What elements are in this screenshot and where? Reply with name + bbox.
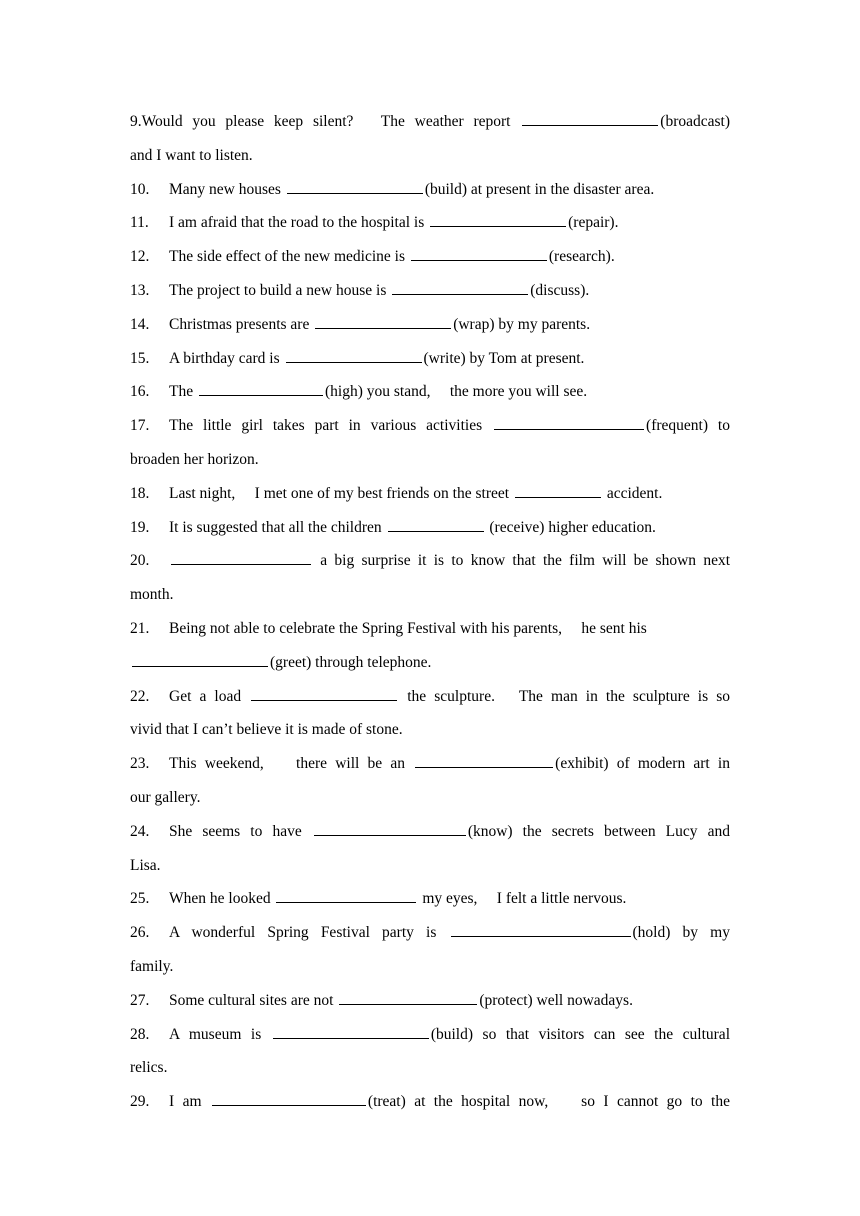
item-text: Being not able to celebrate the Spring Festival with his parents, he sent his [169,619,647,637]
item-text: accident. [602,484,663,502]
answer-blank[interactable] [515,496,601,498]
exercise-line [130,815,730,849]
exercise-continuation [130,578,730,612]
answer-blank[interactable] [339,1003,477,1005]
item-number: 22. [130,687,150,705]
item-text: a big surprise it is to know that the film will be shown next [313,552,730,570]
item-text: Many new houses [169,180,285,198]
answer-blank[interactable] [273,1037,429,1039]
item-number: 18. [130,484,150,502]
item-text: (build) so that visitors can see the cultural [430,1025,730,1043]
item-text: (wrap) by my parents. [453,315,591,333]
item-text: our gallery. [130,788,201,806]
item-text: vivid that I can’t believe it is made of stone. [130,721,403,739]
exercise-line [130,342,730,376]
exercise-line [130,916,730,950]
exercise-continuation [130,849,730,883]
exercise-line [130,984,730,1018]
item-text: my eyes, I felt a little nervous. [418,890,627,908]
exercise-continuation [130,713,730,747]
answer-blank[interactable] [276,901,416,903]
exercise-line [130,274,730,308]
item-text: The side effect of the new medicine is [169,248,409,266]
item-text: I am afraid that the road to the hospital is [169,214,429,232]
item-number: 25. [130,890,150,908]
exercise-line [130,240,730,274]
exercise-continuation [130,139,730,173]
answer-blank[interactable] [392,293,528,295]
item-text: A museum is [169,1025,271,1043]
item-number: 15. [130,349,150,367]
item-text: family. [130,957,174,975]
answer-blank[interactable] [430,225,566,227]
exercise-continuation [130,781,730,815]
item-number: 29. [130,1093,150,1111]
item-text: month. [130,586,174,604]
exercise-list [130,105,730,1119]
item-text: (research). [548,248,615,266]
item-number: 20. [130,552,150,570]
item-text: The little girl takes part in various activities [169,417,493,435]
item-text: This weekend, there will be an [169,755,414,773]
item-number: 12. [130,248,150,266]
item-text: (high) you stand, the more you will see. [324,383,588,401]
exercise-line [130,1018,730,1052]
answer-blank[interactable] [287,192,423,194]
item-number: 21. [130,619,150,637]
item-text: A birthday card is [169,349,284,367]
exercise-continuation [130,950,730,984]
exercise-line [130,375,730,409]
answer-blank[interactable] [388,530,484,532]
item-text: It is suggested that all the children [169,518,386,536]
item-text: broaden her horizon. [130,450,259,468]
item-text: the sculpture. The man in the sculpture is so [399,687,730,705]
exercise-line [130,544,730,578]
answer-blank[interactable] [415,766,553,768]
item-text: Get a load [169,687,250,705]
exercise-line [130,680,730,714]
item-text: Would you please keep silent? The weather report [141,113,521,130]
item-text: She seems to have [169,822,312,840]
answer-blank[interactable] [494,428,644,430]
answer-blank[interactable] [411,259,547,261]
exercise-line [130,206,730,240]
answer-blank[interactable] [315,327,451,329]
exercise-line [130,882,730,916]
exercise-line [130,409,730,443]
item-text: Lisa. [130,856,161,874]
exercise-line [130,612,730,646]
item-text: Last night, I met one of my best friends on the street [169,484,513,502]
answer-blank[interactable] [451,935,631,937]
item-number: 10. [130,180,150,198]
exercise-line [130,477,730,511]
answer-blank[interactable] [522,124,658,126]
item-number: 17. [130,417,150,435]
item-text: (frequent) to [646,417,730,435]
item-number: 13. [130,281,150,299]
item-number: 26. [130,924,150,942]
item-text: Christmas presents are [169,315,314,333]
answer-blank[interactable] [286,361,422,363]
exercise-line [130,1085,730,1119]
item-number: 14. [130,315,150,333]
item-text: A wonderful Spring Festival party is [169,924,449,942]
item-text: I am [169,1093,210,1111]
item-text: (exhibit) of modern art in [555,755,730,773]
item-text: (treat) at the hospital now, so I cannot go to the [367,1093,730,1111]
item-number: 27. [130,991,150,1009]
item-text: (broadcast) [660,113,730,130]
item-text: (receive) higher education. [485,518,656,536]
item-text: The project to build a new house is [169,281,391,299]
item-text: (know) the secrets between Lucy and [467,822,730,840]
item-number: 24. [130,822,150,840]
exercise-line [130,173,730,207]
item-number: 23. [130,755,150,773]
answer-blank[interactable] [251,699,397,701]
item-text: (repair). [568,214,619,232]
item-text: and I want to listen. [130,146,253,164]
exercise-line [130,747,730,781]
answer-blank[interactable] [132,665,268,667]
item-text: (hold) by my [632,924,730,942]
item-number: 9. [130,113,142,130]
exercise-continuation [130,443,730,477]
item-text: The [169,383,197,401]
item-number: 11. [130,214,149,232]
answer-blank[interactable] [314,834,466,836]
item-text: (build) at present in the disaster area. [424,180,655,198]
item-number: 16. [130,383,150,401]
item-text: (greet) through telephone. [270,653,432,671]
exercise-continuation [130,646,730,680]
item-text: Some cultural sites are not [169,991,338,1009]
item-number: 28. [130,1025,150,1043]
exercise-line [130,105,730,139]
item-text: (write) by Tom at present. [423,349,585,367]
item-text: (discuss). [530,281,590,299]
answer-blank[interactable] [199,394,323,396]
exercise-line [130,511,730,545]
item-text: When he looked [169,890,275,908]
answer-blank[interactable] [171,563,311,565]
item-text: (protect) well nowadays. [479,991,633,1009]
exercise-line [130,308,730,342]
item-number: 19. [130,518,150,536]
exercise-continuation [130,1051,730,1085]
item-text: relics. [130,1059,168,1077]
answer-blank[interactable] [212,1104,366,1106]
